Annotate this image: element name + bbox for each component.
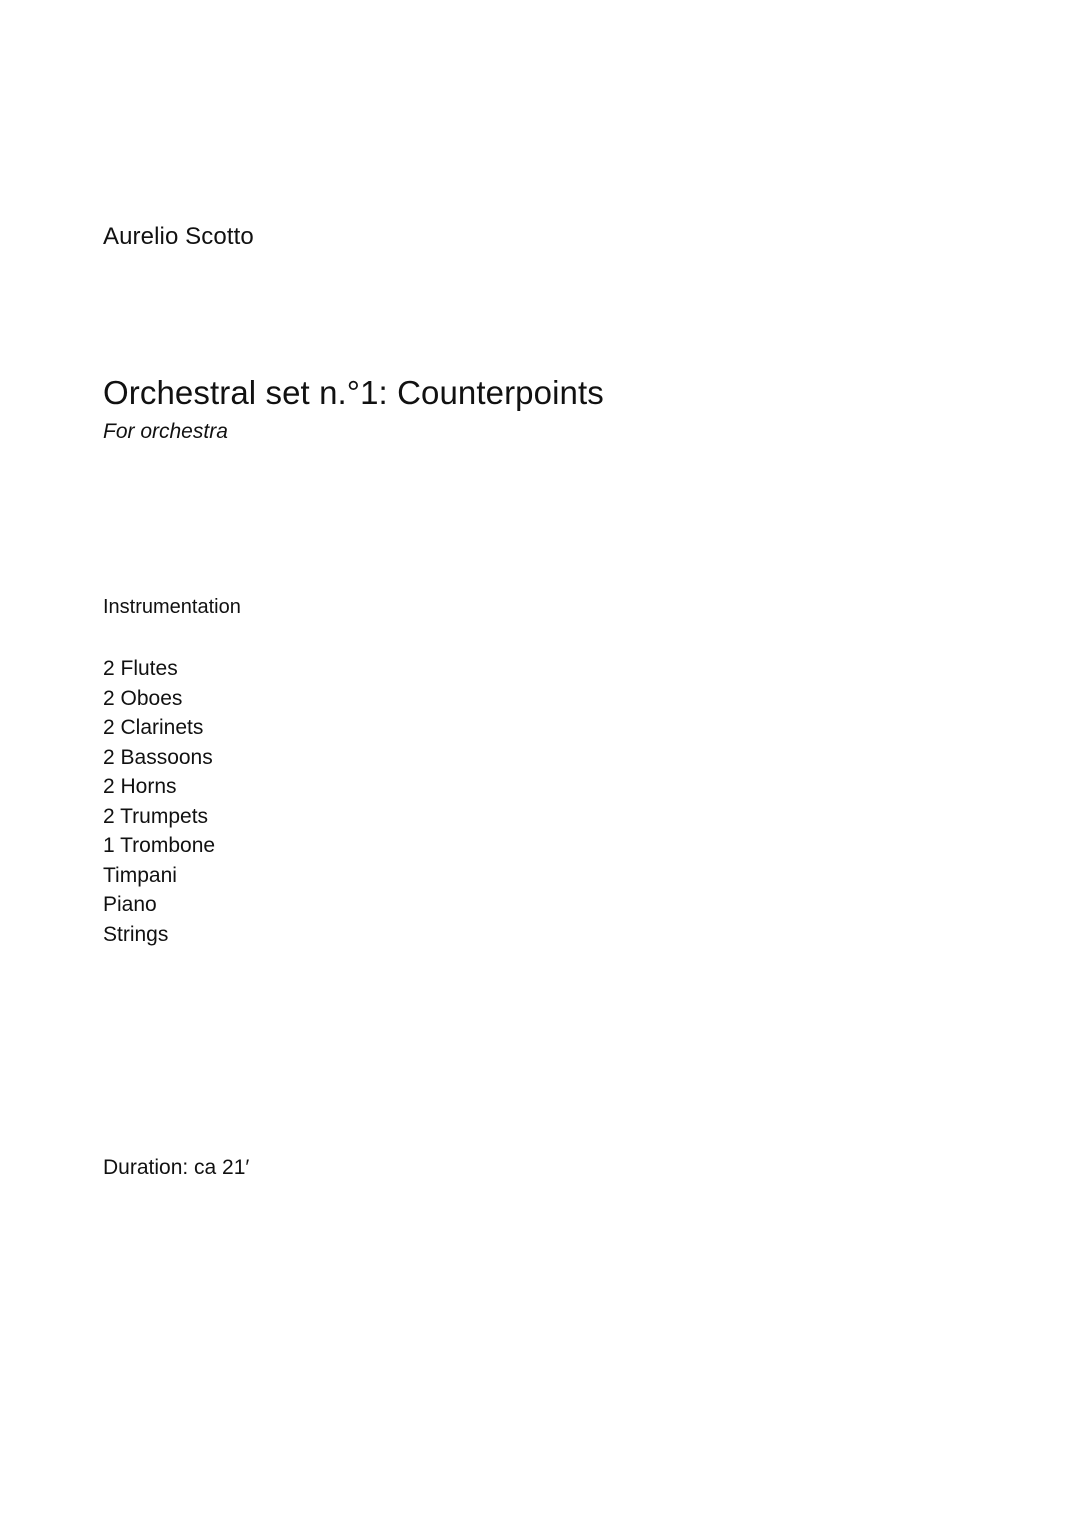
work-title: Orchestral set n.°1: Counterpoints xyxy=(103,374,604,411)
instrument-item: 2 Clarinets xyxy=(103,716,204,739)
composer-name: Aurelio Scotto xyxy=(103,223,254,250)
instrument-item: 2 Bassoons xyxy=(103,745,213,769)
instrument-item: 2 Flutes xyxy=(103,657,178,680)
work-subtitle: For orchestra xyxy=(103,420,228,443)
instrumentation-heading: Instrumentation xyxy=(103,596,241,618)
instrument-item: Strings xyxy=(103,922,169,946)
instrument-item: 2 Oboes xyxy=(103,686,183,710)
instrument-item: Piano xyxy=(103,893,157,916)
instrument-item: 2 Trumpets xyxy=(103,804,209,828)
instrument-item: 2 Horns xyxy=(103,775,177,798)
instrument-item: 1 Trombone xyxy=(103,834,216,857)
instrument-list xyxy=(103,654,215,949)
instrument-item: Timpani xyxy=(103,863,177,887)
duration-text: Duration: ca 21′ xyxy=(103,1156,250,1179)
